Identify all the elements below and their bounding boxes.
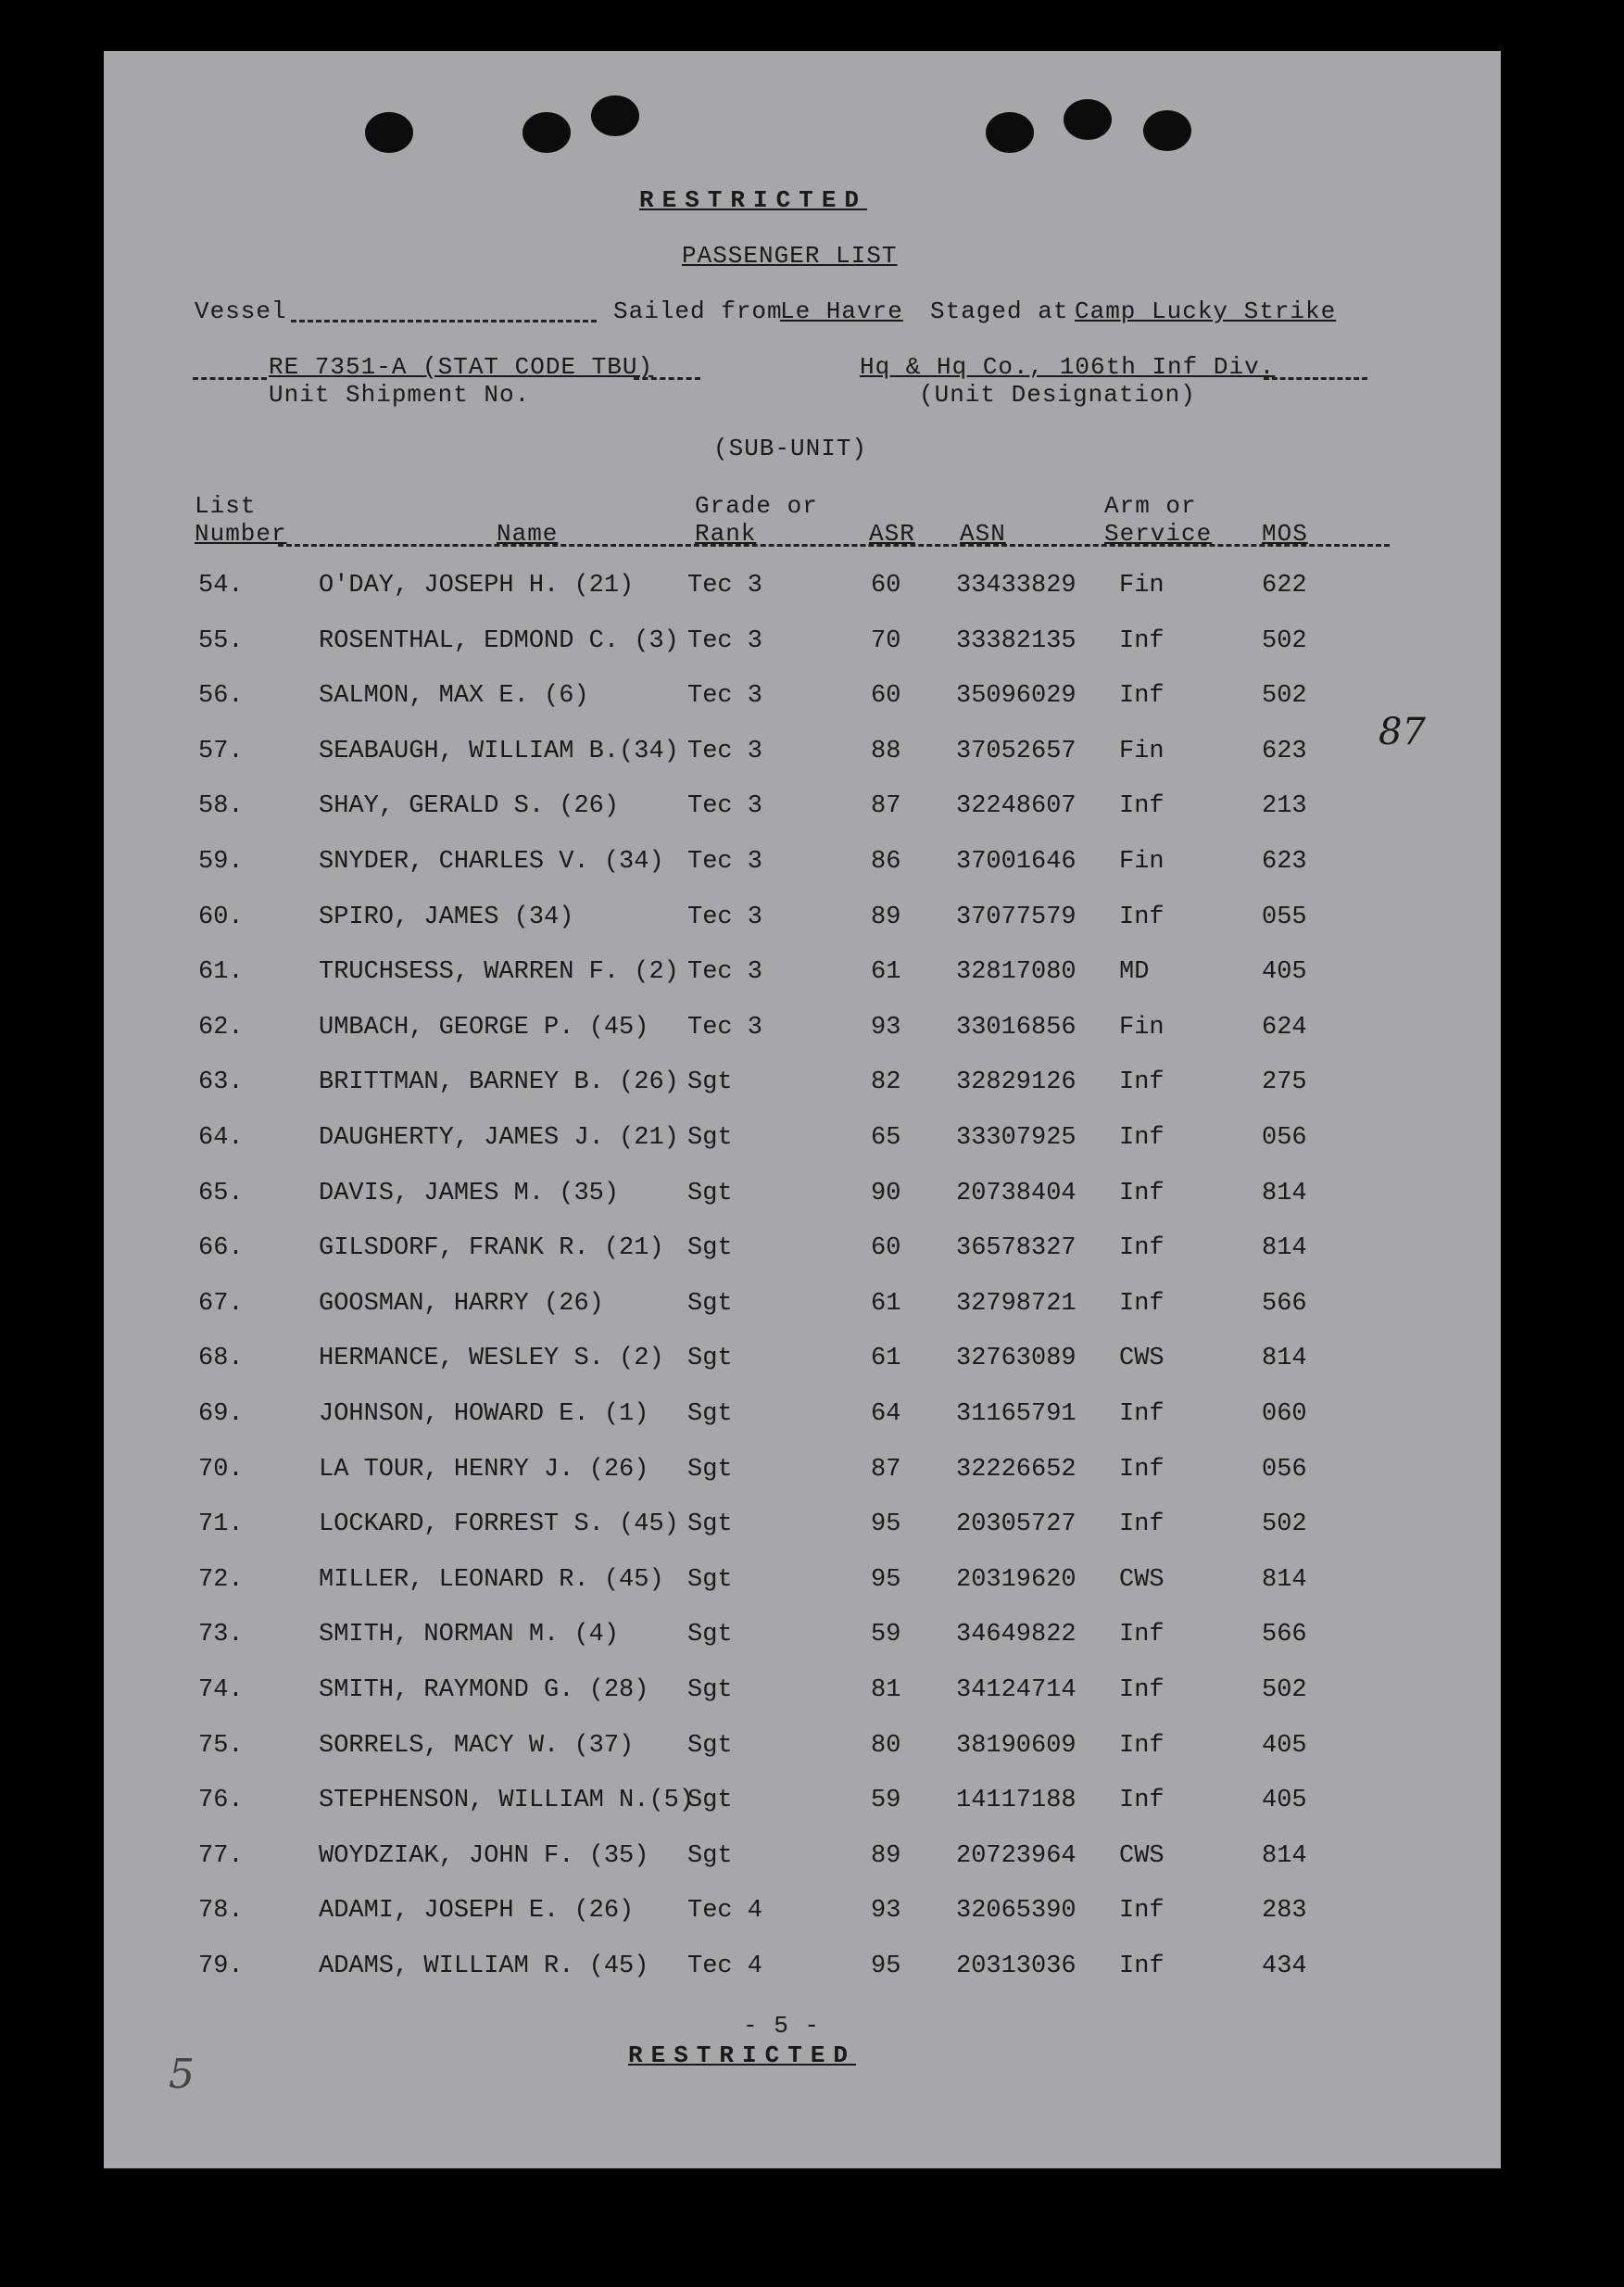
list-number: 65. xyxy=(198,1180,244,1207)
mos-code: 624 xyxy=(1262,1014,1307,1042)
arm-service: Inf xyxy=(1119,1787,1164,1814)
passenger-name: SORRELS, MACY W. (37) xyxy=(319,1732,635,1760)
mos-code: 814 xyxy=(1262,1842,1307,1870)
grade-rank: Tec 3 xyxy=(687,682,763,710)
list-number: 61. xyxy=(198,958,244,986)
grade-rank: Sgt xyxy=(687,1124,733,1152)
serial-number: 36578327 xyxy=(956,1234,1076,1262)
mos-code: 622 xyxy=(1262,572,1307,600)
asr-score: 61 xyxy=(871,1345,901,1372)
asr-score: 90 xyxy=(871,1180,901,1207)
list-number: 63. xyxy=(198,1068,244,1096)
table-row xyxy=(104,1234,1501,1271)
passenger-name: WOYDZIAK, JOHN F. (35) xyxy=(319,1842,649,1870)
arm-service: CWS xyxy=(1119,1842,1164,1870)
grade-rank: Sgt xyxy=(687,1842,733,1870)
grade-rank: Sgt xyxy=(687,1787,733,1814)
passenger-name: LOCKARD, FORREST S. (45) xyxy=(319,1510,679,1538)
passenger-name: BRITTMAN, BARNEY B. (26) xyxy=(319,1068,679,1096)
list-number: 71. xyxy=(198,1510,244,1538)
passenger-name: SEABAUGH, WILLIAM B.(34) xyxy=(319,738,679,765)
restricted-header: RESTRICTED xyxy=(639,186,868,214)
arm-service: Inf xyxy=(1119,1124,1164,1152)
list-number: 75. xyxy=(198,1732,244,1760)
list-number: 55. xyxy=(198,627,244,655)
table-row xyxy=(104,1510,1501,1548)
restricted-footer: RESTRICTED xyxy=(628,2041,857,2069)
serial-number: 20319620 xyxy=(956,1566,1076,1594)
arm-service: Inf xyxy=(1119,1400,1164,1428)
serial-number: 32065390 xyxy=(956,1897,1076,1925)
list-number: 67. xyxy=(198,1290,244,1318)
col-name: Name xyxy=(497,520,559,548)
list-number: 66. xyxy=(198,1234,244,1262)
serial-number: 32226652 xyxy=(956,1456,1076,1484)
passenger-name: MILLER, LEONARD R. (45) xyxy=(319,1566,664,1594)
grade-rank: Tec 3 xyxy=(687,627,763,655)
serial-number: 14117188 xyxy=(956,1787,1076,1814)
arm-service: Inf xyxy=(1119,1676,1164,1704)
list-number: 69. xyxy=(198,1400,244,1428)
page-number: - 5 - xyxy=(743,2012,821,2040)
mos-code: 566 xyxy=(1262,1290,1307,1318)
col-grade: Rank xyxy=(695,520,757,548)
asr-score: 86 xyxy=(871,848,901,876)
passenger-name: SNYDER, CHARLES V. (34) xyxy=(319,848,664,876)
serial-number: 32829126 xyxy=(956,1068,1076,1096)
serial-number: 32798721 xyxy=(956,1290,1076,1318)
shipment-label: Unit Shipment No. xyxy=(269,381,531,409)
serial-number: 33433829 xyxy=(956,572,1076,600)
punch-hole xyxy=(591,95,639,136)
grade-rank: Sgt xyxy=(687,1456,733,1484)
arm-service: Fin xyxy=(1119,1014,1164,1042)
asr-score: 65 xyxy=(871,1124,901,1152)
table-row xyxy=(104,1180,1501,1217)
list-number: 58. xyxy=(198,792,244,820)
grade-rank: Sgt xyxy=(687,1621,733,1649)
grade-rank: Tec 4 xyxy=(687,1897,763,1925)
arm-service: Inf xyxy=(1119,1621,1164,1649)
serial-number: 37077579 xyxy=(956,903,1076,931)
table-row xyxy=(104,1621,1501,1658)
col-arm: Service xyxy=(1104,520,1213,548)
punch-hole xyxy=(1143,110,1191,151)
grade-rank: Sgt xyxy=(687,1510,733,1538)
list-number: 62. xyxy=(198,1014,244,1042)
asr-score: 87 xyxy=(871,792,901,820)
col-grade: Grade or xyxy=(695,492,818,520)
grade-rank: Sgt xyxy=(687,1676,733,1704)
mos-code: 502 xyxy=(1262,627,1307,655)
arm-service: Inf xyxy=(1119,1510,1164,1538)
vessel-blank xyxy=(291,320,597,322)
arm-service: Fin xyxy=(1119,848,1164,876)
table-row xyxy=(104,1897,1501,1934)
passenger-name: SMITH, NORMAN M. (4) xyxy=(319,1621,620,1649)
sailed-from-value: Le Havre xyxy=(780,297,903,325)
col-asr: ASR xyxy=(869,520,915,548)
arm-service: Inf xyxy=(1119,627,1164,655)
mos-code: 405 xyxy=(1262,1732,1307,1760)
table-row xyxy=(104,1400,1501,1437)
passenger-name: LA TOUR, HENRY J. (26) xyxy=(319,1456,649,1484)
arm-service: Inf xyxy=(1119,1290,1164,1318)
asr-score: 70 xyxy=(871,627,901,655)
asr-score: 95 xyxy=(871,1952,901,1980)
unit-value: Hq & Hq Co., 106th Inf Div. xyxy=(860,353,1276,381)
arm-service: Fin xyxy=(1119,738,1164,765)
passenger-name: GOOSMAN, HARRY (26) xyxy=(319,1290,604,1318)
handwritten-corner-number: 5 xyxy=(169,2051,195,2098)
mos-code: 434 xyxy=(1262,1952,1307,1980)
shipment-blank-left xyxy=(193,377,267,380)
grade-rank: Tec 3 xyxy=(687,958,763,986)
arm-service: Inf xyxy=(1119,1952,1164,1980)
mos-code: 814 xyxy=(1262,1180,1307,1207)
unit-blank-right xyxy=(1264,377,1367,380)
arm-service: Inf xyxy=(1119,1234,1164,1262)
asr-score: 93 xyxy=(871,1014,901,1042)
asr-score: 93 xyxy=(871,1897,901,1925)
asr-score: 82 xyxy=(871,1068,901,1096)
table-row xyxy=(104,1290,1501,1327)
asr-score: 64 xyxy=(871,1400,901,1428)
table-row xyxy=(104,792,1501,829)
serial-number: 20305727 xyxy=(956,1510,1076,1538)
passenger-name: ADAMS, WILLIAM R. (45) xyxy=(319,1952,649,1980)
serial-number: 33016856 xyxy=(956,1014,1076,1042)
asr-score: 59 xyxy=(871,1621,901,1649)
mos-code: 283 xyxy=(1262,1897,1307,1925)
shipment-value: RE 7351-A (STAT CODE TBU) xyxy=(269,353,654,381)
table-row xyxy=(104,848,1501,885)
list-number: 68. xyxy=(198,1345,244,1372)
passenger-name: HERMANCE, WESLEY S. (2) xyxy=(319,1345,664,1372)
mos-code: 060 xyxy=(1262,1400,1307,1428)
arm-service: Inf xyxy=(1119,1180,1164,1207)
asr-score: 61 xyxy=(871,958,901,986)
grade-rank: Tec 4 xyxy=(687,1952,763,1980)
asr-score: 80 xyxy=(871,1732,901,1760)
asr-score: 89 xyxy=(871,903,901,931)
list-number: 73. xyxy=(198,1621,244,1649)
passenger-name: UMBACH, GEORGE P. (45) xyxy=(319,1014,649,1042)
sub-unit-label: (SUB-UNIT) xyxy=(713,435,868,462)
serial-number: 20738404 xyxy=(956,1180,1076,1207)
mos-code: 502 xyxy=(1262,682,1307,710)
asr-score: 60 xyxy=(871,572,901,600)
grade-rank: Tec 3 xyxy=(687,792,763,820)
list-number: 59. xyxy=(198,848,244,876)
staged-at-label: Staged at xyxy=(930,297,1069,325)
col-arm: Arm or xyxy=(1104,492,1197,520)
passenger-name: SMITH, RAYMOND G. (28) xyxy=(319,1676,649,1704)
passenger-name: SPIRO, JAMES (34) xyxy=(319,903,574,931)
arm-service: MD xyxy=(1119,958,1150,986)
grade-rank: Sgt xyxy=(687,1732,733,1760)
col-mos: MOS xyxy=(1262,520,1308,548)
asr-score: 88 xyxy=(871,738,901,765)
grade-rank: Sgt xyxy=(687,1400,733,1428)
arm-service: Inf xyxy=(1119,1068,1164,1096)
asr-score: 89 xyxy=(871,1842,901,1870)
arm-service: Inf xyxy=(1119,1732,1164,1760)
mos-code: 405 xyxy=(1262,1787,1307,1814)
table-row xyxy=(104,1068,1501,1106)
arm-service: Inf xyxy=(1119,1456,1164,1484)
mos-code: 566 xyxy=(1262,1621,1307,1649)
arm-service: Inf xyxy=(1119,903,1164,931)
serial-number: 32817080 xyxy=(956,958,1076,986)
unit-label: (Unit Designation) xyxy=(919,381,1196,409)
col-list-number: List xyxy=(195,492,257,520)
arm-service: Inf xyxy=(1119,1897,1164,1925)
col-asn: ASN xyxy=(960,520,1006,548)
serial-number: 37052657 xyxy=(956,738,1076,765)
punch-hole xyxy=(522,112,571,153)
mos-code: 814 xyxy=(1262,1234,1307,1262)
arm-service: Inf xyxy=(1119,792,1164,820)
table-row xyxy=(104,1566,1501,1603)
passenger-name: SHAY, GERALD S. (26) xyxy=(319,792,620,820)
mos-code: 056 xyxy=(1262,1456,1307,1484)
table-row xyxy=(104,903,1501,941)
list-number: 54. xyxy=(198,572,244,600)
asr-score: 60 xyxy=(871,1234,901,1262)
sailed-from-label: Sailed from xyxy=(613,297,783,325)
punch-hole xyxy=(1064,99,1112,140)
grade-rank: Sgt xyxy=(687,1345,733,1372)
serial-number: 31165791 xyxy=(956,1400,1076,1428)
serial-number: 37001646 xyxy=(956,848,1076,876)
vessel-label: Vessel xyxy=(195,297,287,325)
table-row xyxy=(104,682,1501,719)
mos-code: 502 xyxy=(1262,1510,1307,1538)
heading-rule xyxy=(278,544,1390,547)
table-row xyxy=(104,1676,1501,1713)
list-number: 79. xyxy=(198,1952,244,1980)
serial-number: 32248607 xyxy=(956,792,1076,820)
grade-rank: Tec 3 xyxy=(687,1014,763,1042)
col-list-number: Number xyxy=(195,520,287,548)
table-row xyxy=(104,1952,1501,1990)
table-row xyxy=(104,1014,1501,1051)
asr-score: 81 xyxy=(871,1676,901,1704)
grade-rank: Tec 3 xyxy=(687,903,763,931)
mos-code: 213 xyxy=(1262,792,1307,820)
arm-service: CWS xyxy=(1119,1345,1164,1372)
serial-number: 33382135 xyxy=(956,627,1076,655)
list-number: 64. xyxy=(198,1124,244,1152)
mos-code: 056 xyxy=(1262,1124,1307,1152)
list-number: 77. xyxy=(198,1842,244,1870)
grade-rank: Sgt xyxy=(687,1180,733,1207)
serial-number: 38190609 xyxy=(956,1732,1076,1760)
passenger-name: O'DAY, JOSEPH H. (21) xyxy=(319,572,635,600)
table-row xyxy=(104,1456,1501,1493)
serial-number: 35096029 xyxy=(956,682,1076,710)
arm-service: Inf xyxy=(1119,682,1164,710)
serial-number: 20723964 xyxy=(956,1842,1076,1870)
document-title: PASSENGER LIST xyxy=(682,242,898,270)
table-row xyxy=(104,1787,1501,1824)
list-number: 74. xyxy=(198,1676,244,1704)
mos-code: 814 xyxy=(1262,1345,1307,1372)
table-row xyxy=(104,1842,1501,1879)
list-number: 70. xyxy=(198,1456,244,1484)
grade-rank: Sgt xyxy=(687,1290,733,1318)
passenger-name: TRUCHSESS, WARREN F. (2) xyxy=(319,958,679,986)
mos-code: 055 xyxy=(1262,903,1307,931)
list-number: 56. xyxy=(198,682,244,710)
arm-service: CWS xyxy=(1119,1566,1164,1594)
serial-number: 33307925 xyxy=(956,1124,1076,1152)
serial-number: 20313036 xyxy=(956,1952,1076,1980)
mos-code: 814 xyxy=(1262,1566,1307,1594)
grade-rank: Tec 3 xyxy=(687,738,763,765)
list-number: 57. xyxy=(198,738,244,765)
arm-service: Fin xyxy=(1119,572,1164,600)
table-row xyxy=(104,958,1501,995)
table-row xyxy=(104,1345,1501,1382)
asr-score: 60 xyxy=(871,682,901,710)
asr-score: 61 xyxy=(871,1290,901,1318)
asr-score: 59 xyxy=(871,1787,901,1814)
passenger-name: ROSENTHAL, EDMOND C. (3) xyxy=(319,627,679,655)
passenger-name: JOHNSON, HOWARD E. (1) xyxy=(319,1400,649,1428)
list-number: 72. xyxy=(198,1566,244,1594)
punch-hole xyxy=(986,112,1034,153)
passenger-name: GILSDORF, FRANK R. (21) xyxy=(319,1234,664,1262)
shipment-blank-right xyxy=(634,377,700,380)
staged-at-value: Camp Lucky Strike xyxy=(1075,297,1337,325)
asr-score: 95 xyxy=(871,1566,901,1594)
grade-rank: Sgt xyxy=(687,1234,733,1262)
document-page xyxy=(104,51,1501,2168)
list-number: 76. xyxy=(198,1787,244,1814)
mos-code: 502 xyxy=(1262,1676,1307,1704)
serial-number: 34649822 xyxy=(956,1621,1076,1649)
table-row xyxy=(104,738,1501,775)
grade-rank: Sgt xyxy=(687,1068,733,1096)
mos-code: 405 xyxy=(1262,958,1307,986)
grade-rank: Tec 3 xyxy=(687,848,763,876)
passenger-name: SALMON, MAX E. (6) xyxy=(319,682,589,710)
table-row xyxy=(104,1732,1501,1769)
grade-rank: Sgt xyxy=(687,1566,733,1594)
serial-number: 32763089 xyxy=(956,1345,1076,1372)
handwritten-margin-number: 87 xyxy=(1379,711,1426,753)
table-row xyxy=(104,1124,1501,1161)
asr-score: 87 xyxy=(871,1456,901,1484)
serial-number: 34124714 xyxy=(956,1676,1076,1704)
table-row xyxy=(104,572,1501,609)
passenger-name: STEPHENSON, WILLIAM N.(5) xyxy=(319,1787,695,1814)
asr-score: 95 xyxy=(871,1510,901,1538)
list-number: 78. xyxy=(198,1897,244,1925)
passenger-name: DAVIS, JAMES M. (35) xyxy=(319,1180,620,1207)
punch-hole xyxy=(365,112,413,153)
list-number: 60. xyxy=(198,903,244,931)
passenger-name: DAUGHERTY, JAMES J. (21) xyxy=(319,1124,679,1152)
passenger-name: ADAMI, JOSEPH E. (26) xyxy=(319,1897,635,1925)
mos-code: 623 xyxy=(1262,848,1307,876)
mos-code: 623 xyxy=(1262,738,1307,765)
grade-rank: Tec 3 xyxy=(687,572,763,600)
mos-code: 275 xyxy=(1262,1068,1307,1096)
table-row xyxy=(104,627,1501,664)
